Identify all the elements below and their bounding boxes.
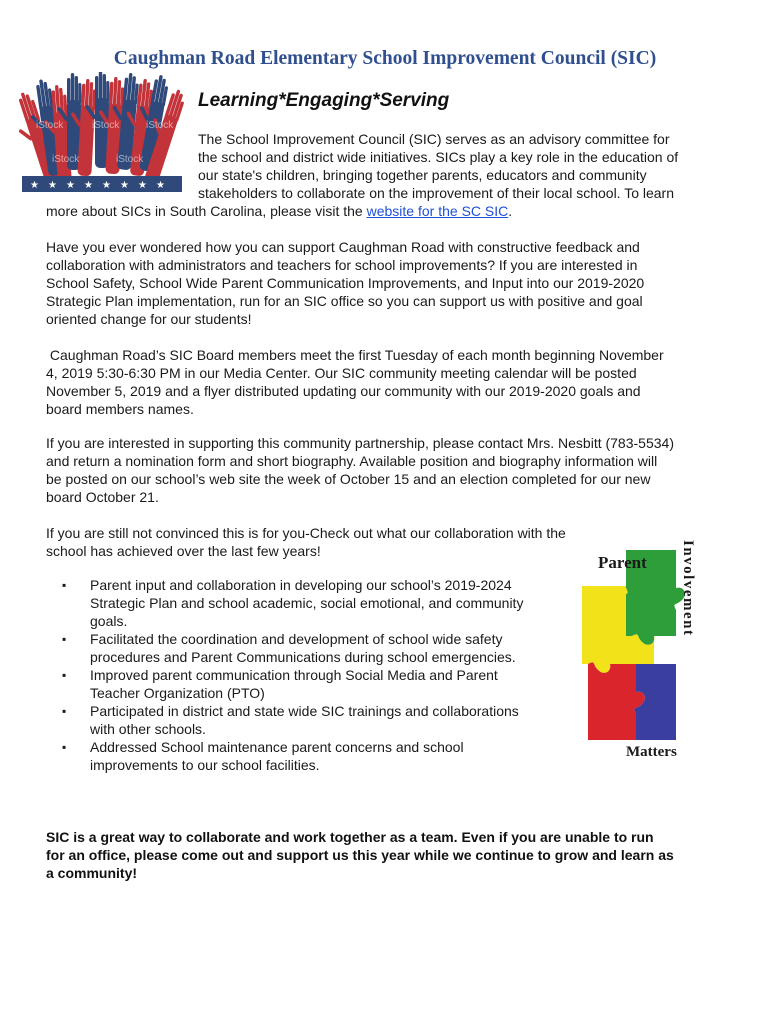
svg-text:★: ★	[102, 180, 111, 191]
list-item-line: with other schools.	[90, 721, 206, 737]
closing-paragraph	[46, 828, 674, 882]
paragraph-line: be posted on our school’s web site the week of October 15 and an election completed for our new	[46, 471, 651, 487]
paragraph-line: oriented change for our students!	[46, 311, 252, 327]
sc-sic-website-link[interactable]: website for the SC SIC	[366, 203, 509, 219]
meeting-paragraph	[46, 346, 664, 418]
paragraph-line: school has achieved over the last few years!	[46, 543, 321, 559]
list-item	[62, 630, 523, 666]
closing-line: for an office, please come out and support us this year while we continue to grow and learn as	[46, 847, 674, 863]
list-item	[62, 702, 523, 738]
list-item-line: procedures and Parent Communications during school emergencies.	[90, 649, 516, 665]
paragraph-line: 4, 2019 5:30-6:30 PM in our Media Center. Our SIC community meeting calendar will be posted	[46, 365, 637, 381]
list-item-line: ▪ Facilitated the coordination and development of school wide safety	[90, 631, 503, 647]
svg-text:★: ★	[138, 180, 147, 191]
page-title: Caughman Road Elementary School Improvement Council (SIC)	[113, 48, 657, 69]
svg-text:★: ★	[156, 180, 165, 191]
paragraph-line: and return a nomination form and short biography. Available position and biography information will	[46, 453, 658, 469]
list-item-line: goals.	[90, 613, 128, 629]
contact-paragraph	[46, 434, 674, 506]
intro-last-line	[46, 202, 512, 220]
svg-text:iStock: iStock	[146, 120, 174, 131]
svg-text:★: ★	[66, 180, 75, 191]
intro-line: stakeholders to collaborate on the improvement of their local school. To learn	[198, 185, 675, 201]
intro-line: The School Improvement Council (SIC) serves as an advisory committee for	[198, 131, 670, 147]
list-item-line: improvements to our school facilities.	[90, 757, 320, 773]
svg-text:iStock: iStock	[92, 120, 120, 131]
paragraph-line: Caughman Road’s SIC Board members meet the first Tuesday of each month beginning November	[46, 347, 664, 363]
list-item-line: Strategic Plan and school academic, social emotional, and community	[90, 595, 524, 611]
puzzle-word-involvement: Involvement	[680, 540, 696, 637]
list-item	[62, 738, 523, 774]
paragraph-line: If you are still not convinced this is for you-Check out what our collaboration with the	[46, 525, 566, 541]
svg-text:★: ★	[48, 180, 57, 191]
puzzle-word-parent: Parent	[598, 553, 647, 572]
svg-text:★: ★	[120, 180, 129, 191]
paragraph-line: Have you ever wondered how you can support Caughman Road with constructive feedback and	[46, 239, 640, 255]
svg-text:iStock: iStock	[116, 154, 144, 165]
achievements-list	[62, 576, 523, 774]
svg-text:★: ★	[84, 180, 93, 191]
paragraph-line: Strategic Plan implementation, run for an SIC office so you can support us with positive and goal	[46, 293, 643, 309]
motto: Learning*Engaging*Serving	[198, 90, 450, 111]
intro-line: our state's children, bringing together parents, educators and community	[198, 167, 647, 183]
paragraph-line: If you are interested in supporting this community partnership, please contact Mrs. Nesbitt (783-5534)	[46, 435, 674, 451]
list-item	[62, 666, 523, 702]
puzzle-word-matters: Matters	[626, 744, 677, 760]
support-paragraph	[46, 238, 644, 328]
intro-line: the school and district wide initiatives. SICs play a key role in the education of	[198, 149, 679, 165]
intro-paragraph	[198, 130, 678, 202]
paragraph-line: November 5, 2019 and a flyer distributed updating our community with our 2019-2020 goals and	[46, 383, 641, 399]
paragraph-line: board members names.	[46, 401, 194, 417]
list-item-line: ▪ Parent input and collaboration in developing our school’s 2019-2024	[90, 577, 512, 593]
svg-text:★: ★	[30, 180, 39, 191]
convince-paragraph	[46, 524, 566, 560]
list-item-line: ▪ Participated in district and state wide SIC trainings and collaborations	[90, 703, 519, 719]
closing-line: SIC is a great way to collaborate and work together as a team. Even if you are unable to run	[46, 829, 654, 845]
raised-hands-image	[18, 72, 186, 194]
list-item-line: ▪ Addressed School maintenance parent concerns and school	[90, 739, 464, 755]
parent-involvement-puzzle-image	[576, 536, 704, 768]
list-item-line: Teacher Organization (PTO)	[90, 685, 265, 701]
list-item-line: ▪ Improved parent communication through Social Media and Parent	[90, 667, 498, 683]
intro-suffix: .	[508, 203, 513, 219]
paragraph-line: board October 21.	[46, 489, 159, 505]
svg-text:iStock: iStock	[52, 154, 80, 165]
list-item	[62, 576, 523, 630]
svg-text:iStock: iStock	[36, 120, 64, 131]
closing-line: a community!	[46, 865, 138, 881]
intro-prefix: more about SICs in South Carolina, please visit the	[46, 203, 367, 219]
paragraph-line: collaboration with administrators and teachers for school improvements? If you are interested in	[46, 257, 638, 273]
paragraph-line: School Safety, School Wide Parent Communication Improvements, and Input into our 2019-2020	[46, 275, 645, 291]
